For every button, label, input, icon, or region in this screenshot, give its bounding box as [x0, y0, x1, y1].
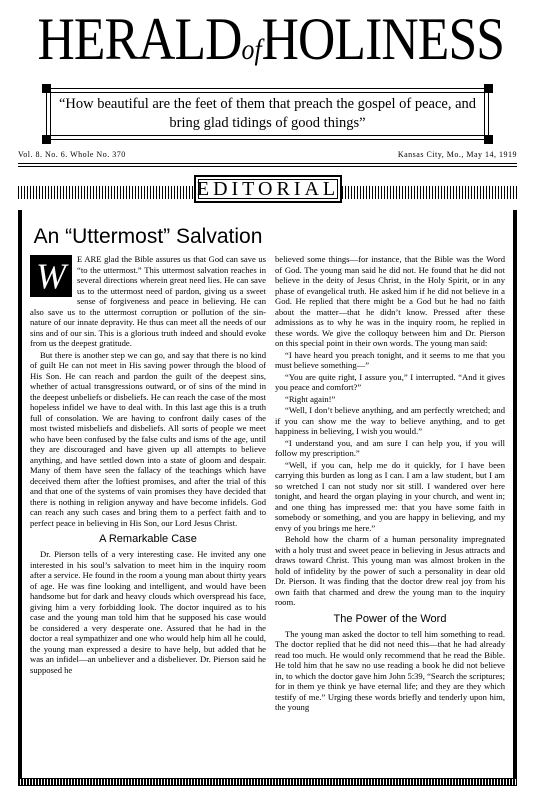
- paragraph: “Well, I don’t believe anything, and am perfectly wretched; and if you can show me the way to believe anything, and to get happiness in believing, I wish you would.”: [275, 405, 505, 436]
- section-hatch-left: [18, 186, 194, 199]
- article-column-right: [275, 254, 505, 714]
- masthead-herald: HERALD: [37, 6, 242, 72]
- corner-ornament: [484, 84, 493, 93]
- paragraph: “Well, if you can, help me do it quickly, for I have been carrying this burden as long as I can. I am a law student, but I am so wretched I can not study nor sit still. I wandered over here tonight, and heard the organ playing in your church, and went in; and one thing has impressed me: that you have some faith in somebody or something, and you are happy in believing, and my envy of you brings me here.”: [275, 459, 505, 533]
- paragraph: The young man asked the doctor to tell him something to read. The doctor replied that he did not need this—that he had already read too much. He would only recommend that he read the Bible. He told him that he saw no use reading a book he did not believe in, to which the doctor gave him John 5:39, “Search the scriptures; for in them ye think ye have eternal life; and they are they which testify of me.” Urging these words briefly and tenderly upon him, the young: [275, 628, 505, 712]
- paragraph: But there is another step we can go, and say that there is no kind of guilt He can not meet in His saving power through the blood of His Son. He can reach and pardon the guilt of the deepest sins, whether of actual transgressions outward, or of sins of the mind in the deepest unbeliefs or disbeliefs. He can reach the case of the most hopeless infidel we have to deal with. In this last age this is a truth full of consolation. We are having to confront daily cases of the most twisted misbeliefs and disbeliefs. All sorts of people we meet who have been confused by the false cults and isms of the age, until they are discouraged and have given up all attempts to believe anything, and have settled down into a state of gloom and despair. Many of them have seen the fallacy of the teachings which have deceived them after the loftiest promises, and after the trial of this and that one of the systems of vain promises they have decided that there is nothing in religion anyway and have become infidels. God can reach any such cases and bring them to a perfect faith and to perfect peace in believing in His Son, our Lord Jesus Christ.: [30, 349, 266, 528]
- motto-frame: [46, 88, 489, 140]
- paragraph: “I understand you, and am sure I can help you, if you will follow my prescription.”: [275, 437, 505, 458]
- motto-text: “How beautiful are the feet of them that preach the gospel of peace, and bring glad tidings of good things”: [58, 96, 477, 131]
- paragraph: “Right again!”: [285, 393, 336, 404]
- masthead-of: of: [241, 33, 262, 66]
- subhead-remarkable-case: A Remarkable Case: [99, 533, 197, 545]
- issue-date: Kansas City, Mo., May 14, 1919: [397, 150, 517, 159]
- section-label: EDITORIAL: [194, 175, 342, 203]
- divider-rule: [18, 166, 517, 167]
- paragraph: Behold how the charm of a human personality impregnated with a holy trust and sweet peace in believing in Jesus attracts and draws toward Christ. This young man was almost broken in the hold of infidelity by the power of such a personality in dear old Dr. Pierson. It was finding that the doctor drew real joy from his own faith that charmed and drew the young man to the inquiry room.: [275, 534, 505, 607]
- frame-bottom-border: [18, 778, 517, 786]
- paragraph: E ARE glad the Bible assures us that God can save us “to the uttermost.” This uttermost salvation reaches in several directions wherein great need lies. He can save us to the uttermost need of pardon, giving us a sweet sense of forgiveness and peace in believing. He can also save us to the uttermost corruption or pollution of the sin-nature of our innate depravity. He thus can meet all the needs of our sins and of our sin. This is a glorious truth indeed and should evoke from us the deepest gratitude.: [30, 254, 266, 348]
- article-title: An “Uttermost” Salvation: [33, 225, 263, 248]
- section-hatch-right: [342, 186, 517, 199]
- subhead-power-of-word: The Power of the Word: [333, 612, 447, 625]
- paragraph: Dr. Pierson tells of a very interesting case. He invited any one interested in his soul’s salvation to meet him in the inquiry room after a service. He found in the room a young man about thirty years of age. He was fine looking and intelligent, and would have been handsome but for dark and heavy clouds which overspread his face, giving him a very forbidding look. The doctor inquired as to his case and the young man told him that he supposed his case would be considered a very desperate one. Assured that he had in the doctor a real sympathizer and one who would help him all he could, the young man expressed a desire to have help, but added that he was an infidel—an unbeliever and a disbeliever. Dr. Pierson said he supposed he: [30, 549, 266, 675]
- corner-ornament: [42, 84, 51, 93]
- article-column-left: [30, 254, 266, 676]
- masthead-holiness: HOLINESS: [261, 6, 505, 72]
- masthead-title: [37, 6, 505, 83]
- drop-cap: W: [30, 255, 72, 297]
- issue-volume: Vol. 8. No. 6. Whole No. 370: [18, 150, 126, 159]
- corner-ornament: [42, 135, 51, 144]
- divider-rule: [18, 163, 517, 164]
- corner-ornament: [484, 135, 493, 144]
- paragraph: believed some things—for instance, that the Bible was the Word of God. The young man said he did not. He found that he did not believe in the deity of Jesus Christ, in the Holy Spirit, or in any phase of evangelical truth. He asked him if he did not believe in a God. He replied that there might be a God but he had no faith about the matter—that he didn’t know. Pressed after these admissions as to why he was in the inquiry room, he replied in these words. We give the colloquy between him and Dr. Pierson on this special point in their own words. The young man said:: [275, 254, 505, 348]
- paragraph: “I have heard you preach tonight, and it seems to me that you must believe something—”: [275, 349, 505, 370]
- paragraph: “You are quite right, I assure you,” I interrupted. “And it gives you peace and comfort?”: [275, 371, 505, 392]
